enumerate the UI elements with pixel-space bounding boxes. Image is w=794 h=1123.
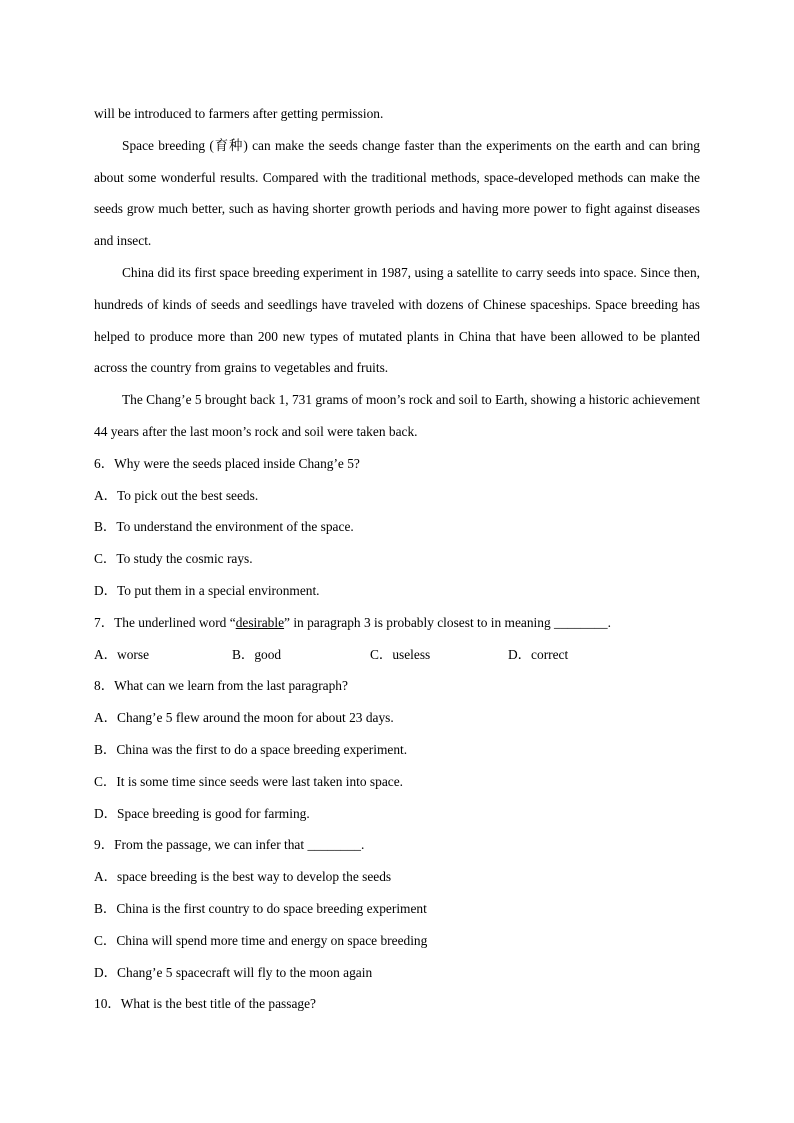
option-a: A．Chang’e 5 flew around the moon for about 23 days. xyxy=(94,710,394,726)
passage-paragraph-continuation: will be introduced to farmers after getting permission. xyxy=(94,106,384,121)
option-b: B．To understand the environment of the space. xyxy=(94,519,354,535)
option-d: D．Space breeding is good for farming. xyxy=(94,805,310,821)
question-stem: 6．Why were the seeds placed inside Chang’e 5? xyxy=(94,455,360,471)
passage-paragraph-china-history: China did its first space breeding experiment in 1987, using a satellite to carry seeds into space. Since then, hundreds of kinds of seeds and seedlings have traveled with dozens of Chinese spaceships. Space breeding has helped to produce more than 200 new types of mutated plants in China that have been allowed to be planted across the country from grains to vegetables and fruits. xyxy=(94,264,700,376)
options-row xyxy=(94,639,700,671)
question-7 xyxy=(94,607,700,671)
option-d: D．To put them in a special environment. xyxy=(94,582,320,598)
option-b: B．China was the first to do a space breeding experiment. xyxy=(94,741,408,757)
question-6 xyxy=(94,448,700,607)
option-a: A．space breeding is the best way to develop the seeds xyxy=(94,869,392,885)
question-stem: 8．What can we learn from the last paragraph? xyxy=(94,678,348,694)
underlined-word: desirable xyxy=(235,614,285,630)
option-c: C．useless xyxy=(370,646,431,662)
option-c: C．China will spend more time and energy on space breeding xyxy=(94,932,428,948)
question-stem: 10．What is the best title of the passage? xyxy=(94,996,316,1012)
question-stem: 9．From the passage, we can infer that ________. xyxy=(94,837,365,853)
option-d: D．correct xyxy=(508,646,569,662)
option-b: B．China is the first country to do space breeding experiment xyxy=(94,900,427,916)
passage-paragraph-space-breeding: Space breeding (育种) can make the seeds change faster than the experiments on the earth and can bring about some wonderful results. Compared with the traditional methods, space-developed methods can make the seeds grow much better, such as having shorter growth periods and having more power to fight against diseases and insect. xyxy=(94,137,700,249)
option-c: C．It is some time since seeds were last taken into space. xyxy=(94,773,404,789)
question-10 xyxy=(94,988,700,1020)
question-stem xyxy=(94,607,700,639)
document-page xyxy=(94,98,700,1020)
question-8 xyxy=(94,670,700,829)
option-c: C．To study the cosmic rays. xyxy=(94,551,253,567)
option-b: B．good xyxy=(232,646,282,662)
stem-prefix: 7．The underlined word “ xyxy=(94,614,236,630)
stem-suffix: ” in paragraph 3 is probably closest to in meaning ________. xyxy=(284,614,611,630)
option-d: D．Chang’e 5 spacecraft will fly to the moon again xyxy=(94,964,373,980)
option-a: A．worse xyxy=(94,646,150,662)
option-a: A．To pick out the best seeds. xyxy=(94,487,259,503)
question-9 xyxy=(94,829,700,988)
passage-paragraph-change5: The Chang’e 5 brought back 1, 731 grams of moon’s rock and soil to Earth, showing a historic achievement 44 years after the last moon’s rock and soil were taken back. xyxy=(94,392,700,439)
